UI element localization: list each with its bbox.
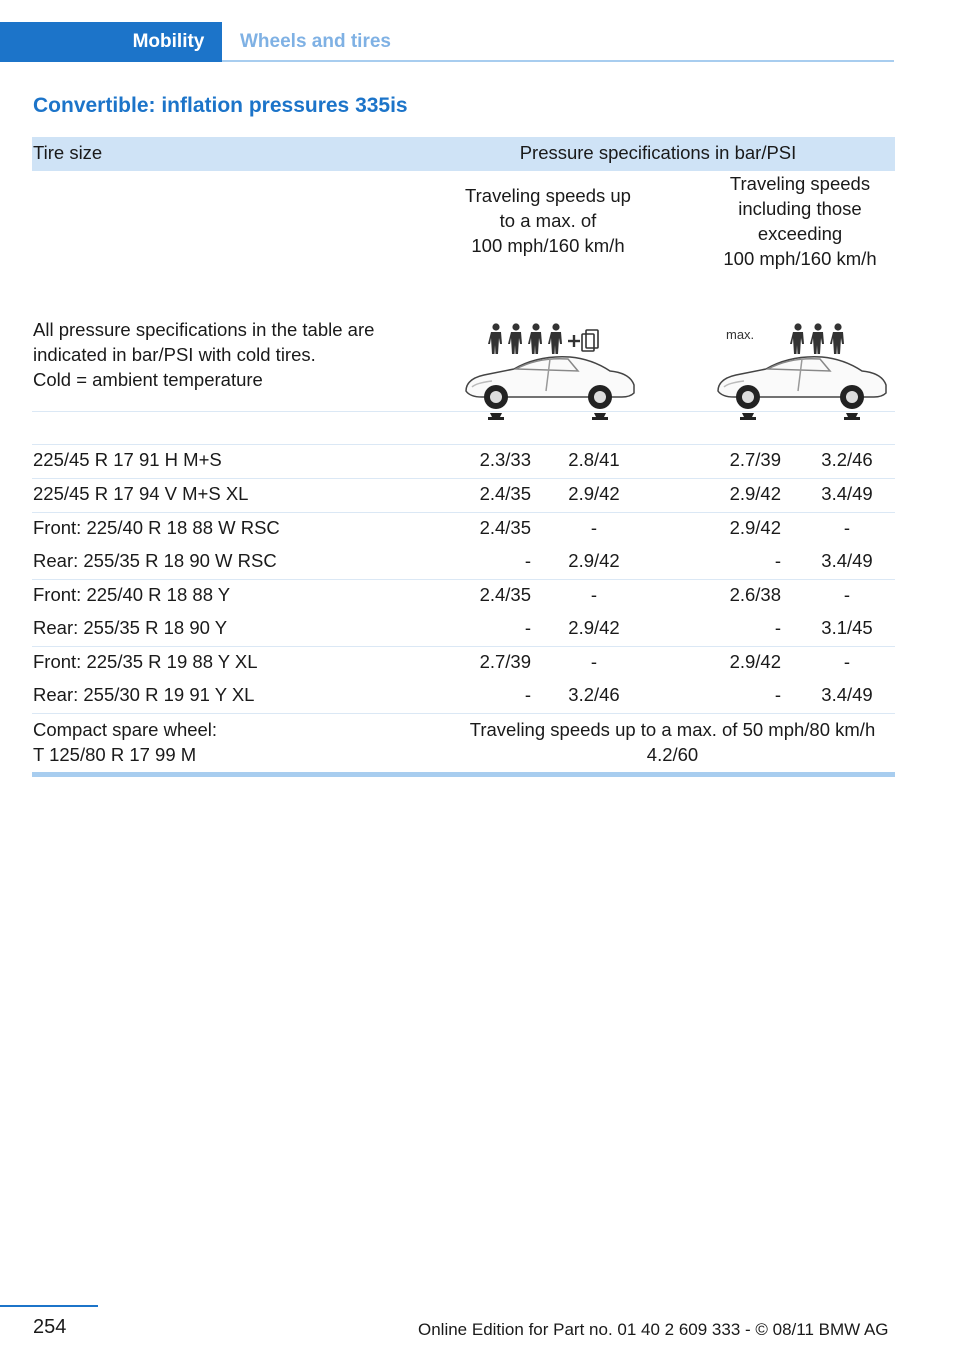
tire-pressure-marker <box>488 413 608 420</box>
pressure-cell: 2.4/35 <box>479 584 531 605</box>
pressure-cell: - <box>774 617 781 638</box>
pressure-cell: - <box>524 550 531 571</box>
tire-pressure-marker <box>740 413 860 420</box>
pressure-cell: - <box>590 584 598 605</box>
pressure-cell: 2.9/42 <box>568 550 620 571</box>
spare-label-line: Compact spare wheel: <box>33 719 218 740</box>
inflation-pressure-table <box>32 137 895 777</box>
pressure-cell: - <box>524 684 531 705</box>
tire-size-cell: 225/45 R 17 94 V M+S XL <box>33 483 249 504</box>
header-tire-size: Tire size <box>33 142 103 163</box>
table-row-group <box>32 479 895 513</box>
pressure-cell: - <box>774 550 781 571</box>
pressure-cell: 2.7/39 <box>729 449 781 470</box>
pressure-cell: 2.6/38 <box>729 584 781 605</box>
compact-spare-row <box>32 714 895 777</box>
edition-note: Online Edition for Part no. 01 40 2 609 333 - © 08/11 BMW AG <box>418 1320 889 1339</box>
pressure-cell: 3.4/49 <box>821 550 873 571</box>
table-row-group <box>32 580 895 647</box>
table-row <box>32 647 895 680</box>
tire-size-cell: Rear: 255/35 R 18 90 W RSC <box>33 550 277 571</box>
heading-line: Traveling speeds up <box>465 185 631 206</box>
tire-size-cell: Front: 225/40 R 18 88 W RSC <box>33 517 280 538</box>
pressure-cell: 3.2/46 <box>568 684 620 705</box>
tire-size-cell: Front: 225/35 R 19 88 Y XL <box>33 651 258 672</box>
header-divider <box>222 60 894 62</box>
table-intro-row <box>32 171 895 412</box>
cold-tire-note <box>33 317 413 392</box>
heading-line: Traveling speeds <box>729 173 871 194</box>
table-row <box>32 513 895 546</box>
spare-label-line: T 125/80 R 17 99 M <box>33 744 197 765</box>
pressure-cell: - <box>524 617 531 638</box>
footer-rule <box>0 1305 98 1307</box>
pressure-cell: 2.3/33 <box>479 449 531 470</box>
pressure-cell: 2.7/39 <box>479 651 531 672</box>
speed-heading-high <box>702 171 898 271</box>
pressure-cell: 3.1/45 <box>821 617 873 638</box>
table-row <box>32 479 895 512</box>
luggage-icon <box>582 330 598 351</box>
section-tab-mobility[interactable]: Mobility <box>115 22 222 62</box>
header-pressure-specs: Pressure specifications in bar/PSI <box>519 142 797 163</box>
spare-speed-text: Traveling speeds up to a max. of 50 mph/80 km/h <box>469 719 876 740</box>
header-accent-bar <box>0 22 115 62</box>
note-line: All pressure specifications in the table are <box>33 319 375 340</box>
pressure-cell: 3.4/49 <box>821 483 873 504</box>
spare-wheel-label <box>33 717 217 767</box>
heading-line: exceeding <box>757 223 843 244</box>
table-row <box>32 680 895 713</box>
pressure-cell: - <box>843 651 851 672</box>
heading-line: 100 mph/160 km/h <box>471 235 625 256</box>
max-label: max. <box>726 327 755 342</box>
tire-size-cell: 225/45 R 17 91 H M+S <box>33 449 222 470</box>
pressure-cell: 2.8/41 <box>568 449 620 470</box>
person-icon <box>790 323 844 354</box>
page-number: 254 <box>33 1316 67 1338</box>
pressure-cell: 3.2/46 <box>821 449 873 470</box>
table-row <box>32 613 895 646</box>
pressure-cell: 2.9/42 <box>729 483 781 504</box>
note-line: indicated in bar/PSI with cold tires. <box>33 344 316 365</box>
speed-heading-normal <box>450 183 646 258</box>
heading-line: to a max. of <box>499 210 597 231</box>
table-header <box>32 137 895 171</box>
pressure-cell: - <box>843 517 851 538</box>
pressure-cell: 2.4/35 <box>479 517 531 538</box>
load-illustration-high <box>712 321 892 423</box>
table-row-group <box>32 445 895 479</box>
load-illustration-normal <box>460 321 640 423</box>
spare-wheel-spec <box>450 717 895 767</box>
pressure-cell: 2.9/42 <box>568 483 620 504</box>
heading-line: including those <box>738 198 862 219</box>
tire-size-cell: Front: 225/40 R 18 88 Y <box>33 584 231 605</box>
pressure-cell: 2.4/35 <box>479 483 531 504</box>
tire-size-cell: Rear: 255/35 R 18 90 Y <box>33 617 228 638</box>
spare-pressure: 4.2/60 <box>646 744 699 765</box>
heading-line: 100 mph/160 km/h <box>723 248 877 269</box>
section-tab-wheels-and-tires[interactable]: Wheels and tires <box>240 31 391 52</box>
page-title: Convertible: inflation pressures 335is <box>33 94 408 117</box>
pressure-cell: 2.9/42 <box>729 651 781 672</box>
pressure-cell: - <box>590 517 598 538</box>
table-row-group <box>32 513 895 580</box>
table-row-group <box>32 647 895 714</box>
pressure-cell: 2.9/42 <box>568 617 620 638</box>
pressure-cell: - <box>774 684 781 705</box>
table-row <box>32 445 895 478</box>
pressure-cell: - <box>843 584 851 605</box>
tire-size-cell: Rear: 255/30 R 19 91 Y XL <box>33 684 255 705</box>
pressure-cell: - <box>590 651 598 672</box>
pressure-cell: 2.9/42 <box>729 517 781 538</box>
table-row <box>32 546 895 579</box>
note-line: Cold = ambient temperature <box>33 369 263 390</box>
plus-icon <box>568 335 580 347</box>
person-icon <box>488 323 562 354</box>
table-row <box>32 580 895 613</box>
pressure-cell: 3.4/49 <box>821 684 873 705</box>
